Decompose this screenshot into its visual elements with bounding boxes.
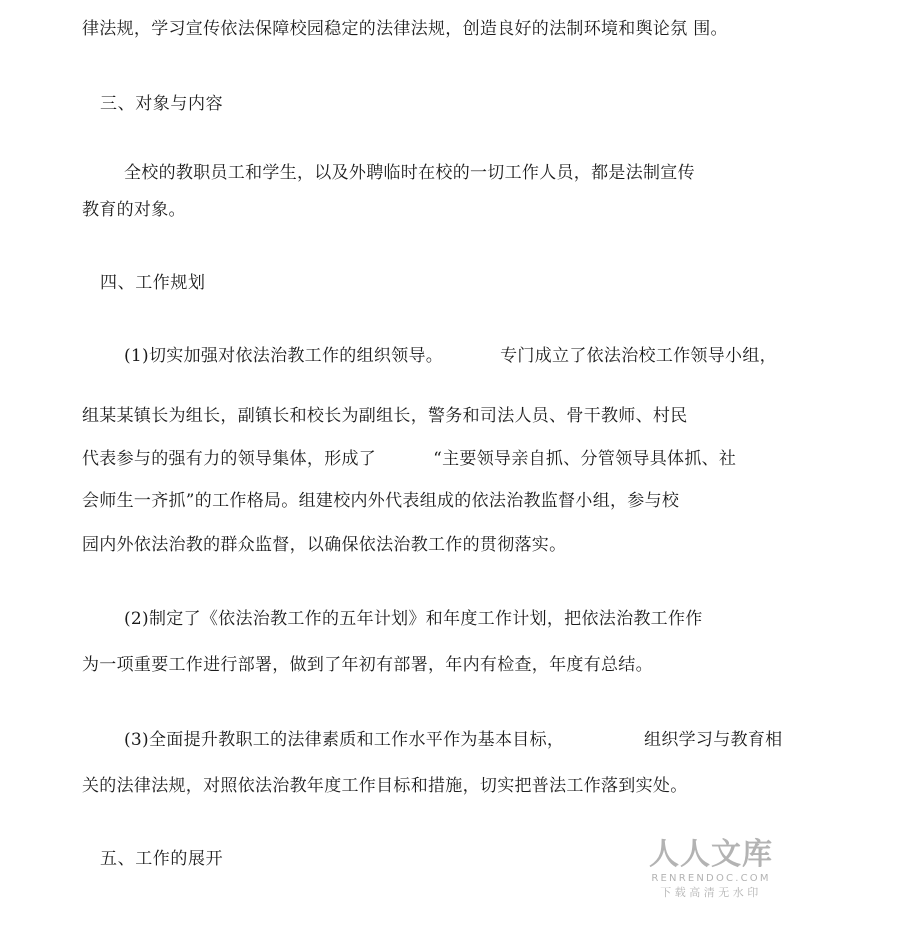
watermark-logo (646, 838, 776, 900)
watermark-subtitle: 下载高清无水印 (660, 886, 762, 899)
paragraph-line: 为一项重要工作进行部署，做到了年初有部署，年内有检查，年度有总结。 (82, 655, 653, 675)
paragraph-line: 园内外依法治教的群众监督，以确保依法治教工作的贯彻落实。 (82, 535, 567, 555)
paragraph-line: 律法规，学习宣传依法保障校园稳定的法律法规，创造良好的法制环境和舆论氛 围。 (82, 19, 728, 39)
paragraph-line: 教育的对象。 (82, 200, 186, 220)
paragraph-line: (1)切实加强对依法治教工作的组织领导。 专门成立了依法治校工作领导小组， (124, 346, 777, 366)
section-heading: 三、对象与内容 (100, 94, 224, 114)
paragraph-line: (2)制定了《依法治教工作的五年计划》和年度工作计划，把依法治教工作作 (124, 609, 703, 629)
paragraph-line: 会师生一齐抓”的工作格局。组建校内外代表组成的依法治教监督小组，参与校 (82, 491, 680, 511)
watermark-url: RENRENDOC.COM (651, 873, 771, 884)
paragraph-line: (3)全面提升教职工的法律素质和工作水平作为基本目标， 组织学习与教育相 (124, 730, 783, 750)
paragraph-line: 关的法律法规，对照依法治教年度工作目标和措施，切实把普法工作落到实处。 (82, 776, 688, 796)
paragraph-line: 代表参与的强有力的领导集体，形成了 “主要领导亲自抓、分管领导具体抓、社 (82, 449, 737, 469)
paragraph-line: 全校的教职员工和学生，以及外聘临时在校的一切工作人员，都是法制宣传 (124, 163, 695, 183)
watermark-title: 人人文库 (649, 837, 773, 872)
section-heading: 五、工作的展开 (100, 849, 224, 869)
section-heading: 四、工作规划 (100, 273, 206, 293)
paragraph-line: 组某某镇长为组长，副镇长和校长为副组长，警务和司法人员、骨干教师、村民 (82, 406, 688, 426)
